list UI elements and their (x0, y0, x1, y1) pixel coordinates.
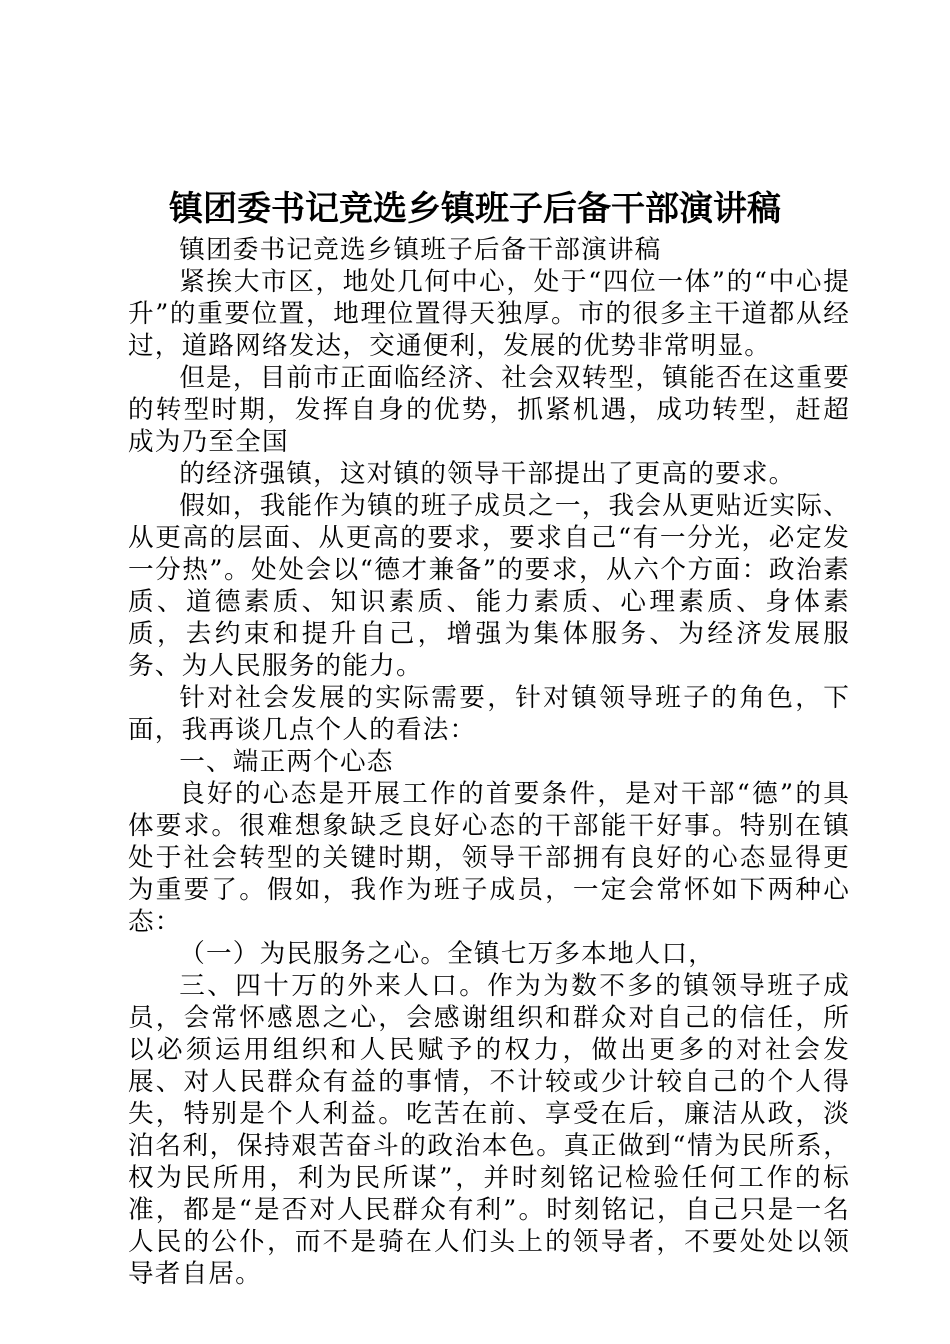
paragraph: 假如，我能作为镇的班子成员之一，我会从更贴近实际、从更高的层面、从更高的要求，要求自己“有一分光，必定发一分热”。处处会以“德才兼备”的要求，从六个方面：政治素质、道德素质、知识素质、能力素质、心理素质、身体素质，去约束和提升自己，增强为集体服务、为经济发展服务、为人民服务的能力。 (128, 491, 850, 681)
document-body (128, 234, 850, 1290)
paragraph-subtitle: 镇团委书记竞选乡镇班子后备干部演讲稿 (179, 235, 662, 265)
paragraph: 的经济强镇，这对镇的领导干部提出了更高的要求。 (179, 459, 796, 489)
paragraph: 紧挨大市区，地处几何中心，处于“四位一体”的“中心提升”的重要位置，地理位置得天独厚。市的很多主干道都从经过，道路网络发达，交通便利，发展的优势非常明显。 (128, 267, 850, 361)
paragraph: 但是，目前市正面临经济、社会双转型，镇能否在这重要的转型时期，发挥自身的优势，抓紧机遇，成功转型，赶超成为乃至全国 (128, 363, 850, 457)
paragraph: 针对社会发展的实际需要，针对镇领导班子的角色，下面，我再谈几点个人的看法： (128, 683, 850, 745)
subsection-heading: （一）为民服务之心。全镇七万多本地人口， (179, 939, 716, 969)
document-title: 镇团委书记竞选乡镇班子后备干部演讲稿 (169, 189, 781, 229)
paragraph: 三、四十万的外来人口。作为为数不多的镇领导班子成员，会常怀感恩之心，会感谢组织和群众对自己的信任，所以必须运用组织和人民赋予的权力，做出更多的对社会发展、对人民群众有益的事情，不计较或少计较自己的个人得失，特别是个人利益。吃苦在前、享受在后，廉洁从政，淡泊名利，保持艰苦奋斗的政治本色。真正做到“情为民所系，权为民所用，利为民所谋”，并时刻铭记检验任何工作的标准，都是“是否对人民群众有利”。时刻铭记，自己只是一名人民的公仆，而不是骑在人们头上的领导者，不要处处以领导者自居。 (128, 971, 850, 1289)
section-heading: 一、端正两个心态 (179, 747, 394, 777)
paragraph: 良好的心态是开展工作的首要条件，是对干部“德”的具体要求。很难想象缺乏良好心态的干部能干好事。特别在镇处于社会转型的关键时期，领导干部拥有良好的心态显得更为重要了。假如，我作为班子成员，一定会常怀如下两种心态： (128, 779, 850, 937)
